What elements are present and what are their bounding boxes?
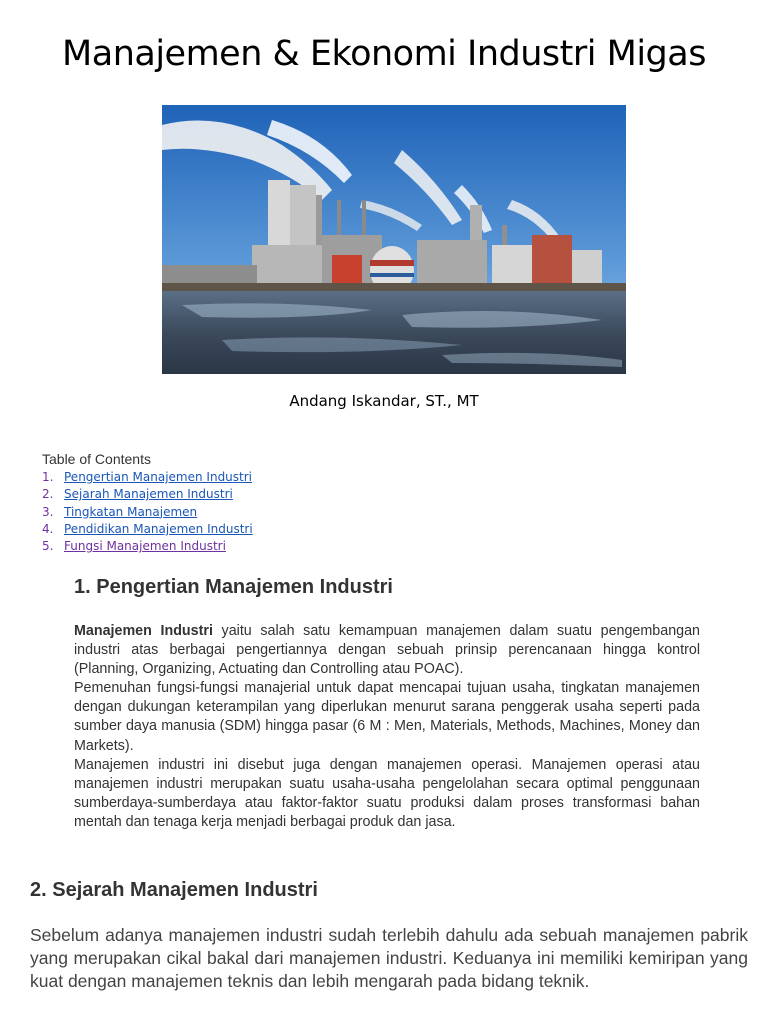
toc-item-number: 5. bbox=[42, 539, 54, 554]
toc-item-number: 2. bbox=[42, 487, 54, 502]
section-1-heading: 1. Pengertian Manajemen Industri bbox=[74, 576, 393, 598]
section-2-heading: 2. Sejarah Manajemen Industri bbox=[30, 879, 318, 901]
paragraph-text: yaitu salah satu kemampuan manajemen dalam suatu pengembangan industri atas berbagai pengertiannya dengan sebuah prinsip perencanaan hingga kontrol (Planning, Organizing, Actuating dan Controlling atau POAC). bbox=[74, 623, 701, 678]
industrial-plant-photo bbox=[162, 105, 626, 374]
toc-link-pengertian[interactable]: Pengertian Manajemen Industri bbox=[64, 470, 253, 484]
section-1-paragraph-1 bbox=[74, 622, 700, 679]
table-of-contents bbox=[42, 451, 253, 555]
toc-item bbox=[42, 538, 253, 555]
toc-item-number: 4. bbox=[42, 521, 54, 536]
toc-item bbox=[42, 469, 253, 486]
toc-link-pendidikan[interactable]: Pendidikan Manajemen Industri bbox=[64, 521, 253, 536]
toc-heading: Table of Contents bbox=[42, 451, 151, 467]
toc-item-number: 3. bbox=[42, 504, 54, 519]
toc-link-sejarah[interactable]: Sejarah Manajemen Industri bbox=[64, 487, 233, 502]
section-1-body bbox=[74, 622, 700, 832]
toc-item bbox=[42, 521, 253, 538]
section-1-paragraph-2: Pemenuhan fungsi-fungsi manajerial untuk dapat mencapai tujuan usaha, tingkatan manajemen dengan dukungan keterampilan yang diperlukan menurut sarana penggerak usaha seperti pada sumber daya manusia (SDM) hingga pasar (6 M : Men, Materials, Methods, Machines, Money dan Markets). bbox=[74, 680, 700, 754]
author-name: Andang Iskandar, ST., MT bbox=[289, 392, 479, 410]
document-title: Manajemen & Ekonomi Industri Migas bbox=[62, 34, 706, 74]
toc-item bbox=[42, 486, 253, 503]
section-2-paragraph-1: Sebelum adanya manajemen industri sudah terlebih dahulu ada sebuah manajemen pabrik yang merupakan cikal bakal dari manajemen industri. Keduanya ini memiliki kemiripan yang kuat dengan manajemen teknis dan lebih mengarah pada bidang teknik. bbox=[30, 925, 748, 991]
toc-item bbox=[42, 504, 253, 521]
section-1-paragraph-3: Manajemen industri ini disebut juga dengan manajemen operasi. Manajemen operasi atau manajemen industri merupakan suatu usaha-usaha pengelolahan secara optimal penggunaan sumberdaya-sumberdaya atau faktor-faktor suatu produksi dalam proses transformasi bahan mentah dan tenaga kerja menjadi berbagai produk dan jasa. bbox=[74, 756, 700, 830]
term-bold: Manajemen Industri bbox=[74, 623, 213, 639]
toc-item-number: 1. bbox=[42, 470, 54, 484]
section-2-body bbox=[30, 924, 748, 993]
toc-link-tingkatan[interactable]: Tingkatan Manajemen bbox=[64, 504, 198, 519]
toc-link-fungsi[interactable]: Fungsi Manajemen Industri bbox=[64, 539, 226, 554]
